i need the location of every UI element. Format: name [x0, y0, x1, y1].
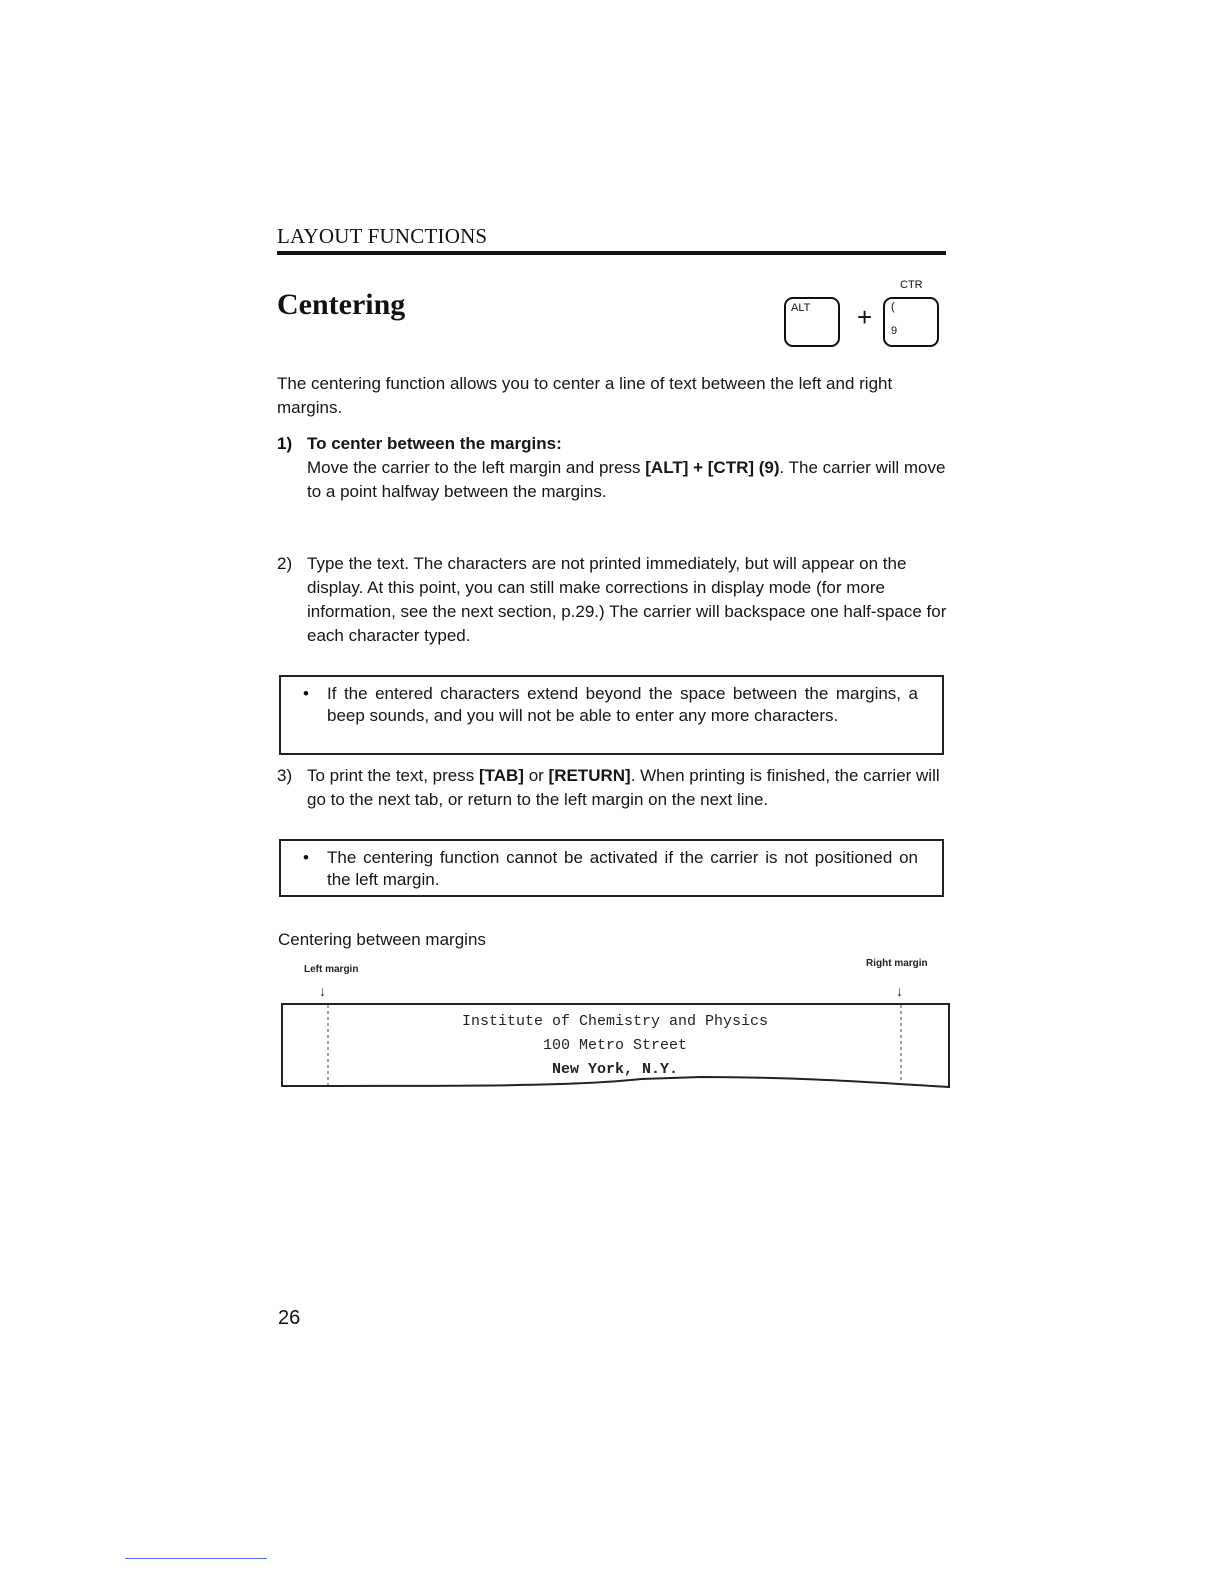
step-3-text — [307, 764, 947, 812]
note-box-2 — [279, 839, 944, 897]
tab-key-ref: [TAB] — [478, 766, 524, 785]
ctr-key-icon — [883, 297, 939, 347]
step-1-plus: + — [688, 458, 708, 477]
page-title: Centering — [277, 288, 406, 321]
alt-key-icon — [784, 297, 840, 347]
step-1-number: 1) — [277, 434, 293, 453]
left-margin-arrow-icon: ↓ — [319, 983, 326, 999]
step-1-text — [307, 456, 947, 504]
bottom-link-underline — [125, 1558, 267, 1559]
right-margin-arrow-icon: ↓ — [896, 983, 903, 999]
step-3-or: or — [523, 766, 549, 785]
note-2-bullet: • — [303, 848, 309, 867]
step-1-heading: To center between the margins: — [307, 434, 562, 453]
return-key-ref: [RETURN] — [548, 766, 631, 785]
centered-line-2: 100 Metro Street — [542, 1037, 688, 1054]
left-margin-label: Left margin — [304, 964, 359, 975]
step-2-number: 2) — [277, 554, 293, 573]
alt-key-ref: [ALT] — [645, 458, 689, 477]
figure-caption: Centering between margins — [278, 930, 486, 949]
centered-line-1: Institute of Chemistry and Physics — [461, 1013, 769, 1030]
ctr-key-ref: [CTR] — [707, 458, 755, 477]
ctr-key-caption: CTR — [900, 279, 923, 291]
section-header: LAYOUT FUNCTIONS — [277, 224, 488, 248]
intro-paragraph: The centering function allows you to center a line of text between the left and right margins. — [277, 374, 893, 417]
centered-line-3: New York, N.Y. — [551, 1061, 679, 1078]
note-1-bullet: • — [303, 684, 309, 703]
note-box-1 — [279, 675, 944, 755]
ctr-key-nine: 9 — [891, 325, 898, 337]
page-number: 26 — [278, 1307, 301, 1329]
header-rule — [277, 251, 946, 255]
step-2-text: Type the text. The characters are not printed immediately, but will appear on the display. At this point, you can still make corrections in display mode (for more information, see the next section, p.29.) The carrier will backspace one half-space for each character typed. — [307, 554, 947, 645]
ctr-key-paren: ( — [891, 301, 895, 313]
note-2-text: The centering function cannot be activated if the carrier is not positioned on the left margin. — [327, 848, 918, 889]
step-3-post: . When printing is finished, the carrier will go to the next tab, or return to the left margin on the next line. — [307, 766, 940, 809]
nine-key-ref: (9) — [754, 458, 780, 477]
step-1-post: . The carrier will move to a point halfway between the margins. — [307, 458, 946, 501]
plus-sign: + — [857, 302, 873, 332]
note-1-text: If the entered characters extend beyond the space between the margins, a beep sounds, and you will not be able to enter any more characters. — [327, 684, 918, 725]
step-1-pre: Move the carrier to the left margin and press — [307, 458, 646, 477]
step-3-number: 3) — [277, 766, 293, 785]
step-3-pre: To print the text, press — [307, 766, 479, 785]
right-margin-label: Right margin — [866, 958, 928, 969]
alt-key-label: ALT — [791, 302, 811, 314]
